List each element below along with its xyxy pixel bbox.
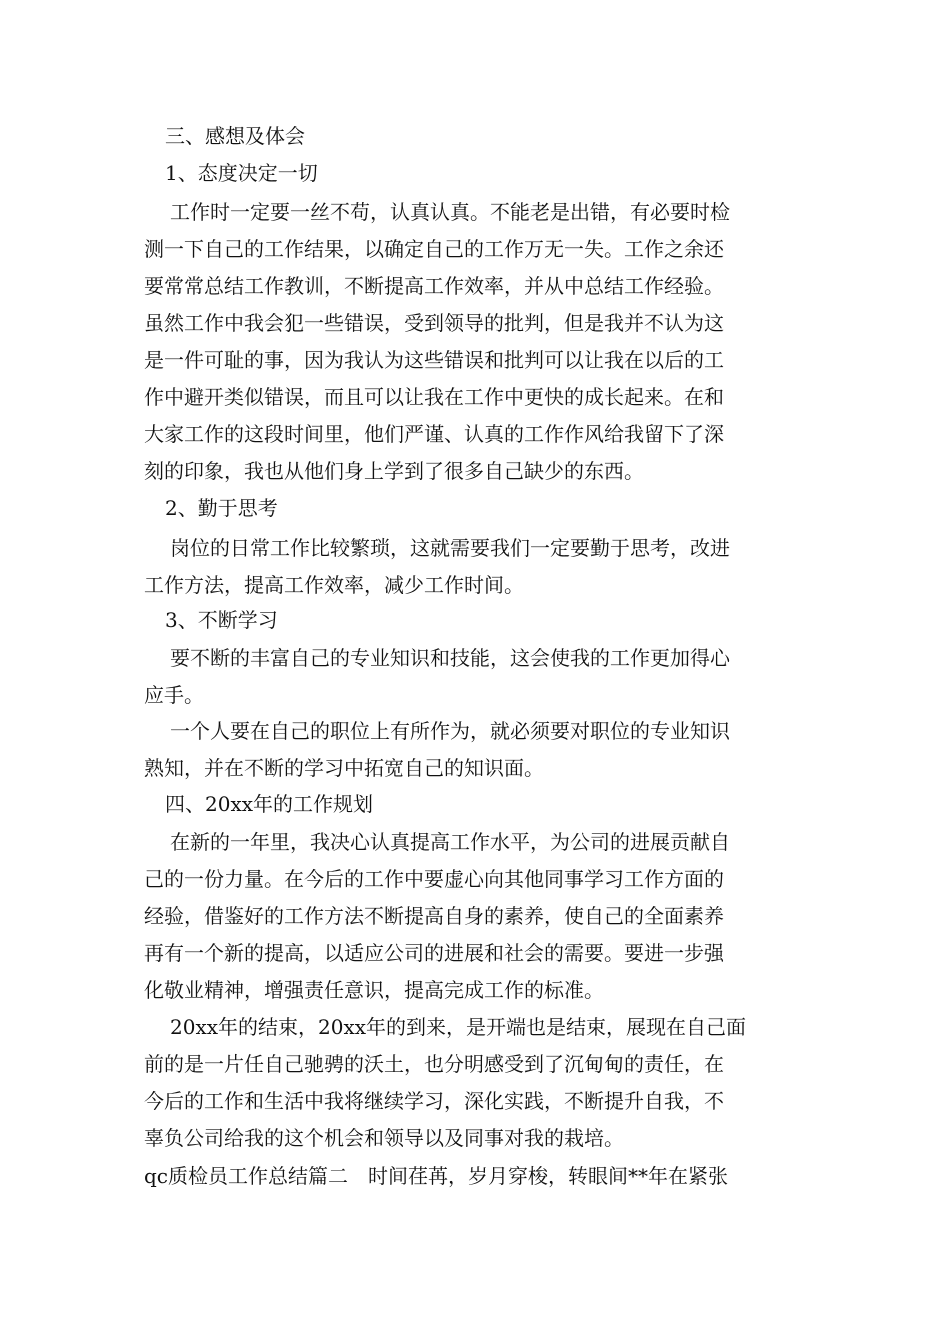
paragraph-line: 虽然工作中我会犯一些错误，受到领导的批判，但是我并不认为这 bbox=[144, 311, 724, 335]
paragraph-line: 己的一份力量。在今后的工作中要虚心向其他同事学习工作方面的 bbox=[144, 867, 724, 891]
paragraph-line: 20xx年的结束，20xx年的到来，是开端也是结束，展现在自己面 bbox=[170, 1015, 747, 1039]
paragraph-line: 刻的印象，我也从他们身上学到了很多自己缺少的东西。 bbox=[144, 459, 644, 483]
paragraph-line: 再有一个新的提高，以适应公司的进展和社会的需要。要进一步强 bbox=[144, 941, 724, 965]
paragraph-line: 今后的工作和生活中我将继续学习，深化实践，不断提升自我，不 bbox=[144, 1089, 724, 1113]
section-heading: 三、感想及体会 bbox=[165, 124, 305, 148]
paragraph-line: 一个人要在自己的职位上有所作为，就必须要对职位的专业知识 bbox=[170, 719, 730, 743]
paragraph-line: 熟知，并在不断的学习中拓宽自己的知识面。 bbox=[144, 756, 544, 780]
paragraph-line: 要常常总结工作教训，不断提高工作效率，并从中总结工作经验。 bbox=[144, 274, 724, 298]
subheading: 3、不断学习 bbox=[165, 608, 278, 632]
paragraph-line: 经验，借鉴好的工作方法不断提高自身的素养，使自己的全面素养 bbox=[144, 904, 724, 928]
paragraph-line: 大家工作的这段时间里，他们严谨、认真的工作作风给我留下了深 bbox=[144, 422, 724, 446]
paragraph-line: 测一下自己的工作结果，以确定自己的工作万无一失。工作之余还 bbox=[144, 237, 724, 261]
paragraph-line: 在新的一年里，我决心认真提高工作水平，为公司的进展贡献自 bbox=[170, 830, 730, 854]
paragraph-line: 要不断的丰富自己的专业知识和技能，这会使我的工作更加得心 bbox=[170, 646, 730, 670]
section-heading: 四、20xx年的工作规划 bbox=[165, 792, 374, 816]
paragraph-line: 应手。 bbox=[144, 683, 204, 707]
paragraph-line: 作中避开类似错误，而且可以让我在工作中更快的成长起来。在和 bbox=[144, 385, 724, 409]
paragraph-line: 工作时一定要一丝不苟，认真认真。不能老是出错，有必要时检 bbox=[170, 200, 730, 224]
paragraph-line: 是一件可耻的事，因为我认为这些错误和批判可以让我在以后的工 bbox=[144, 348, 724, 372]
subheading: 2、勤于思考 bbox=[165, 496, 278, 520]
paragraph-line: 岗位的日常工作比较繁琐，这就需要我们一定要勤于思考，改进 bbox=[170, 536, 730, 560]
paragraph-line: 工作方法，提高工作效率，减少工作时间。 bbox=[144, 573, 524, 597]
article-title-line: qc质检员工作总结篇二 时间荏苒，岁月穿梭，转眼间**年在紧张 bbox=[144, 1164, 729, 1188]
subheading: 1、态度决定一切 bbox=[165, 161, 318, 185]
paragraph-line: 前的是一片任自己驰骋的沃土，也分明感受到了沉甸甸的责任，在 bbox=[144, 1052, 724, 1076]
paragraph-line: 化敬业精神，增强责任意识，提高完成工作的标准。 bbox=[144, 978, 604, 1002]
paragraph-line: 辜负公司给我的这个机会和领导以及同事对我的栽培。 bbox=[144, 1126, 624, 1150]
